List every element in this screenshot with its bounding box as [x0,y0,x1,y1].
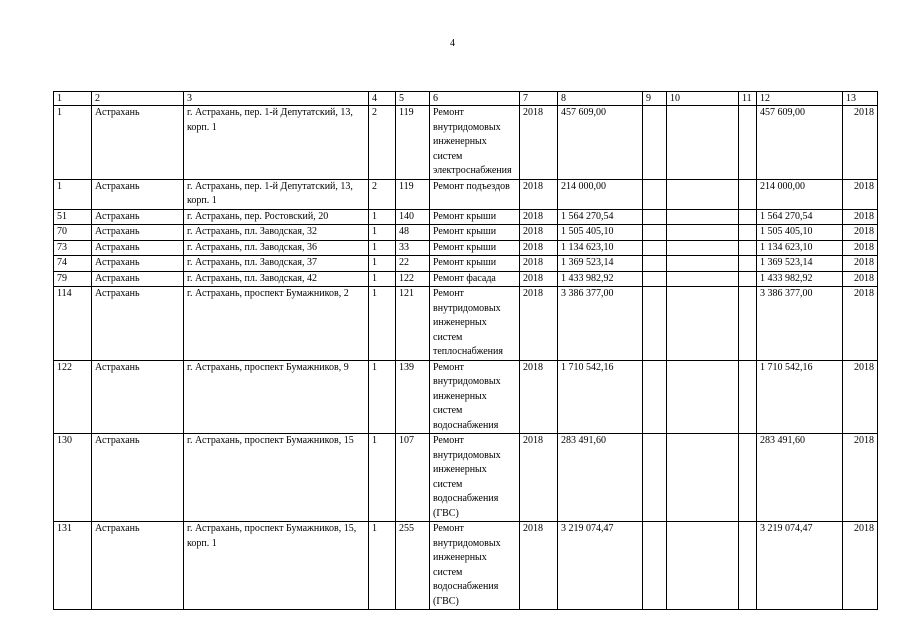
table-cell: 1 505 405,10 [558,225,643,241]
table-cell: 1 [369,225,396,241]
table-cell [643,106,667,180]
table-cell [739,434,757,522]
table-cell: 1 369 523,14 [558,256,643,272]
table-cell: 79 [54,271,92,287]
table-cell: 1 505 405,10 [757,225,843,241]
table-cell: Астрахань [92,256,184,272]
table-cell [739,106,757,180]
table-cell: 1 433 982,92 [757,271,843,287]
column-number-cell: 5 [396,92,430,106]
table-cell: 283 491,60 [558,434,643,522]
table-cell: 122 [54,360,92,434]
table-row [54,522,878,610]
table-row [54,271,878,287]
table-cell: 2018 [520,106,558,180]
table-cell: 2018 [843,360,878,434]
table-cell: 214 000,00 [757,179,843,209]
table-row [54,106,878,180]
table-cell [667,209,739,225]
table-cell: 2018 [520,360,558,434]
table-cell [739,271,757,287]
table-cell: 22 [396,256,430,272]
table-cell [739,522,757,610]
table-row [54,256,878,272]
table-cell: г. Астрахань, проспект Бумажников, 9 [184,360,369,434]
table-cell: 1 134 623,10 [558,240,643,256]
table-cell: 2018 [843,522,878,610]
table-cell: 2018 [520,225,558,241]
table-cell [739,287,757,361]
table-cell [739,225,757,241]
table-cell [739,179,757,209]
table-cell: г. Астрахань, пл. Заводская, 32 [184,225,369,241]
table-cell: 1 433 982,92 [558,271,643,287]
table-cell [667,271,739,287]
table-cell [667,287,739,361]
table-cell: 2018 [520,434,558,522]
table-row [54,209,878,225]
table-cell: 1 [369,434,396,522]
table-row [54,240,878,256]
table-cell: г. Астрахань, проспект Бумажников, 2 [184,287,369,361]
table-cell: 1 [369,271,396,287]
table-cell: Ремонт крыши [430,256,520,272]
table-cell: г. Астрахань, проспект Бумажников, 15 [184,434,369,522]
table-cell: г. Астрахань, пер. Ростовский, 20 [184,209,369,225]
table-cell: 283 491,60 [757,434,843,522]
table-cell: Ремонт крыши [430,209,520,225]
table-cell: 214 000,00 [558,179,643,209]
table-cell: Ремонт фасада [430,271,520,287]
column-number-cell: 8 [558,92,643,106]
table-cell [667,360,739,434]
table-row [54,287,878,361]
table-cell: 1 [369,360,396,434]
table-cell: 3 219 074,47 [757,522,843,610]
table-cell: 1 710 542,16 [558,360,643,434]
column-number-cell: 1 [54,92,92,106]
table-cell [643,287,667,361]
table-cell [667,106,739,180]
table-cell: 2 [369,106,396,180]
table-row [54,179,878,209]
table-cell: 2018 [843,106,878,180]
table-cell [667,256,739,272]
table-cell: 1 [369,287,396,361]
table-cell [643,271,667,287]
table-cell: 107 [396,434,430,522]
table-cell: 73 [54,240,92,256]
table-cell [643,240,667,256]
table-cell: Астрахань [92,179,184,209]
table-cell: 2018 [843,179,878,209]
table-cell: Ремонт внутридомовых инженерных систем теплоснабжения [430,287,520,361]
table-cell [739,360,757,434]
table-cell: 3 386 377,00 [757,287,843,361]
table-cell [643,256,667,272]
page-number: 4 [450,38,455,49]
table-cell [739,256,757,272]
table-cell: 1 710 542,16 [757,360,843,434]
table-cell: 130 [54,434,92,522]
table-cell: 114 [54,287,92,361]
table-cell: Астрахань [92,209,184,225]
table-cell: 121 [396,287,430,361]
table-cell: Ремонт внутридомовых инженерных систем водоснабжения (ГВС) [430,522,520,610]
table-cell: 1 [54,179,92,209]
table-cell: Ремонт внутридомовых инженерных систем водоснабжения (ГВС) [430,434,520,522]
table-cell: Астрахань [92,287,184,361]
table-cell [667,522,739,610]
table-cell: 2018 [843,434,878,522]
table-cell [739,209,757,225]
table-cell [643,522,667,610]
table-cell: 2018 [520,240,558,256]
table-cell: г. Астрахань, пер. 1-й Депутатский, 13, корп. 1 [184,179,369,209]
table-cell: Ремонт крыши [430,225,520,241]
table-cell: 51 [54,209,92,225]
table-cell [667,240,739,256]
table-cell: 2018 [520,522,558,610]
table-cell: 2018 [843,209,878,225]
table-cell: Ремонт крыши [430,240,520,256]
table-cell [643,434,667,522]
table-cell: Астрахань [92,271,184,287]
column-number-cell: 13 [843,92,878,106]
table-cell: г. Астрахань, проспект Бумажников, 15, корп. 1 [184,522,369,610]
table-cell: 2018 [520,209,558,225]
column-number-cell: 11 [739,92,757,106]
table-cell: 1 [369,209,396,225]
column-number-cell: 3 [184,92,369,106]
table-cell: 1 564 270,54 [558,209,643,225]
table-cell: 1 [369,240,396,256]
table-cell: г. Астрахань, пл. Заводская, 36 [184,240,369,256]
table-cell: 74 [54,256,92,272]
table-cell: 122 [396,271,430,287]
table-cell: 48 [396,225,430,241]
table-cell: 119 [396,179,430,209]
table-cell [643,209,667,225]
table-cell: 1 [369,256,396,272]
table-cell: г. Астрахань, пл. Заводская, 37 [184,256,369,272]
table-cell: 2018 [520,287,558,361]
table-cell: Астрахань [92,522,184,610]
table-cell: 2018 [520,271,558,287]
table-cell [667,225,739,241]
table-cell: 2018 [843,271,878,287]
table-cell: 2018 [520,179,558,209]
table-cell: 1 [369,522,396,610]
table-cell: Ремонт внутридомовых инженерных систем водоснабжения [430,360,520,434]
table-cell: 70 [54,225,92,241]
table-row [54,225,878,241]
table-cell: Астрахань [92,360,184,434]
table-cell: 140 [396,209,430,225]
table-cell: Ремонт подъездов [430,179,520,209]
table-row [54,360,878,434]
column-number-cell: 12 [757,92,843,106]
table-cell: 3 219 074,47 [558,522,643,610]
table-row [54,434,878,522]
table-cell: 1 564 270,54 [757,209,843,225]
column-number-cell: 6 [430,92,520,106]
table-cell: 1 134 623,10 [757,240,843,256]
table-cell: 2018 [843,240,878,256]
table-cell [739,240,757,256]
table-cell: Астрахань [92,434,184,522]
table-cell: Астрахань [92,225,184,241]
table-cell: г. Астрахань, пер. 1-й Депутатский, 13, корп. 1 [184,106,369,180]
table-cell [643,360,667,434]
table-cell: г. Астрахань, пл. Заводская, 42 [184,271,369,287]
table-header-row [54,92,878,106]
table-cell: 119 [396,106,430,180]
table-cell: 2018 [843,225,878,241]
table-cell: Ремонт внутридомовых инженерных систем электроснабжения [430,106,520,180]
table-cell: 139 [396,360,430,434]
column-number-cell: 4 [369,92,396,106]
table-cell: 457 609,00 [757,106,843,180]
table-cell: 33 [396,240,430,256]
table-cell: 457 609,00 [558,106,643,180]
table-cell: Астрахань [92,106,184,180]
table-cell: 2018 [843,287,878,361]
column-number-cell: 7 [520,92,558,106]
table-cell: 3 386 377,00 [558,287,643,361]
table-cell: 255 [396,522,430,610]
table-cell: 2018 [843,256,878,272]
table-cell: 1 369 523,14 [757,256,843,272]
column-number-cell: 2 [92,92,184,106]
table-cell: 1 [54,106,92,180]
table-cell: 2 [369,179,396,209]
table-cell [643,179,667,209]
table-cell [643,225,667,241]
table-cell [667,179,739,209]
table-cell [667,434,739,522]
column-number-cell: 10 [667,92,739,106]
repair-schedule-table [53,91,878,610]
column-number-cell: 9 [643,92,667,106]
table-cell: 2018 [520,256,558,272]
table-cell: 131 [54,522,92,610]
table-cell: Астрахань [92,240,184,256]
